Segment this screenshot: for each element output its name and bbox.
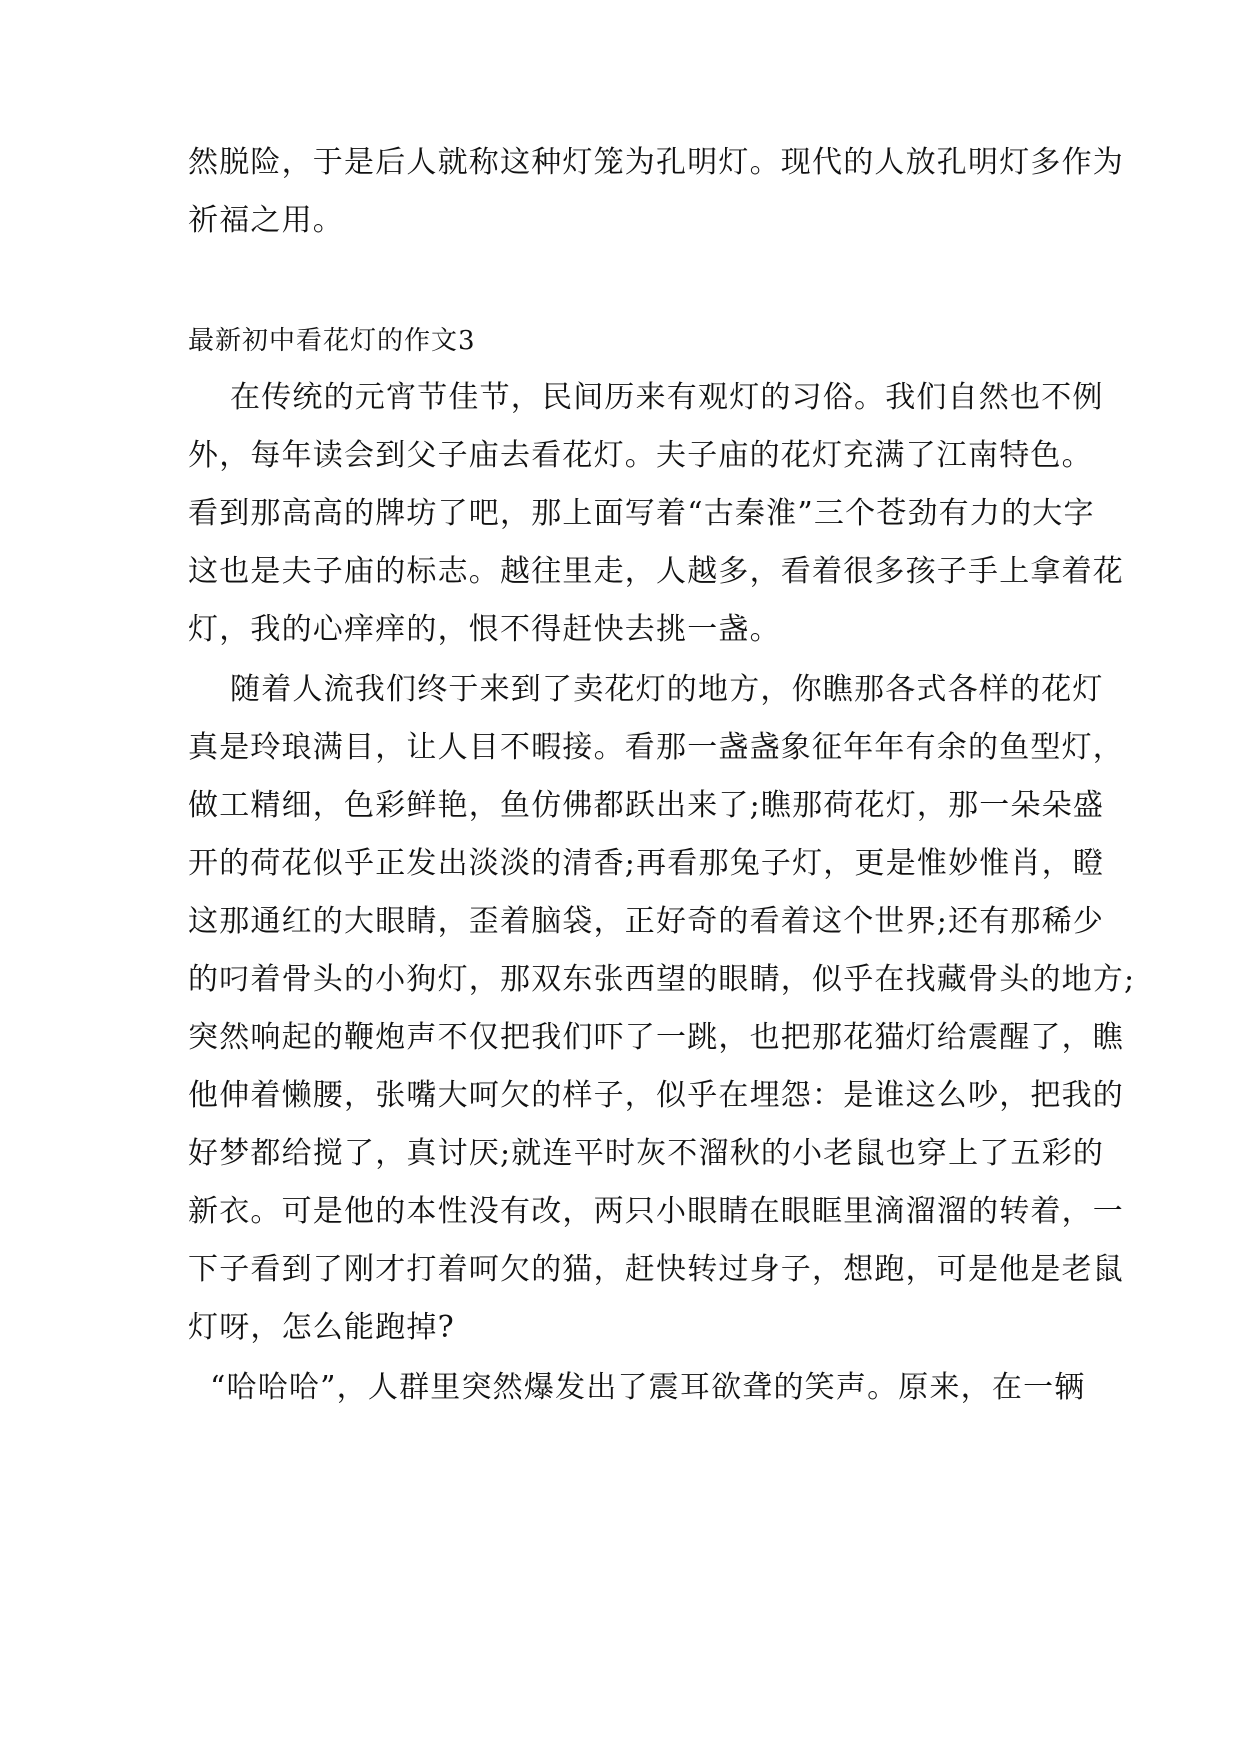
text-line: 然脱险，于是后人就称这种灯笼为孔明灯。现代的人放孔明灯多作为 (188, 145, 1124, 180)
text-line: 灯呀，怎么能跑掉? (188, 1310, 455, 1345)
text-line: 看到那高高的牌坊了吧，那上面写着“古秦淮”三个苍劲有力的大字 (188, 496, 1095, 531)
section-heading: 最新初中看花灯的作文3 (188, 326, 476, 356)
text-line: 好梦都给搅了，真讨厌;就连平时灰不溜秋的小老鼠也穿上了五彩的 (188, 1136, 1105, 1171)
text-line: 这也是夫子庙的标志。越往里走，人越多，看着很多孩子手上拿着花 (188, 554, 1124, 589)
text-line: 做工精细，色彩鲜艳，鱼仿佛都跃出来了;瞧那荷花灯，那一朵朵盛 (188, 788, 1105, 823)
text-line: 下子看到了刚才打着呵欠的猫，赶快转过身子，想跑，可是他是老鼠 (188, 1252, 1124, 1287)
text-line: 真是玲琅满目，让人目不暇接。看那一盏盏象征年年有余的鱼型灯， (188, 730, 1124, 765)
text-line: 在传统的元宵节佳节，民间历来有观灯的习俗。我们自然也不例 (230, 380, 1104, 415)
text-line: 开的荷花似乎正发出淡淡的清香;再看那兔子灯，更是惟妙惟肖，瞪 (188, 846, 1105, 881)
text-line: 突然响起的鞭炮声不仅把我们吓了一跳，也把那花猫灯给震醒了，瞧 (188, 1020, 1124, 1055)
text-line: 新衣。可是他的本性没有改，两只小眼睛在眼眶里滴溜溜的转着，一 (188, 1194, 1124, 1229)
text-line: 他伸着懒腰，张嘴大呵欠的样子，似乎在埋怨：是谁这么吵，把我的 (188, 1078, 1124, 1113)
text-line: 随着人流我们终于来到了卖花灯的地方，你瞧那各式各样的花灯 (230, 672, 1104, 707)
text-line: 的叼着骨头的小狗灯，那双东张西望的眼睛，似乎在找藏骨头的地方; (188, 962, 1136, 997)
text-line: 祈福之用。 (188, 203, 344, 238)
text-line: 外，每年读会到父子庙去看花灯。夫子庙的花灯充满了江南特色。 (188, 438, 1093, 473)
text-line: 这那通红的大眼睛，歪着脑袋，正好奇的看着这个世界;还有那稀少 (188, 904, 1105, 939)
text-line: 灯，我的心痒痒的，恨不得赶快去挑一盏。 (188, 612, 781, 647)
text-line: “哈哈哈”，人群里突然爆发出了震耳欲聋的笑声。原来，在一辆 (210, 1370, 1086, 1405)
